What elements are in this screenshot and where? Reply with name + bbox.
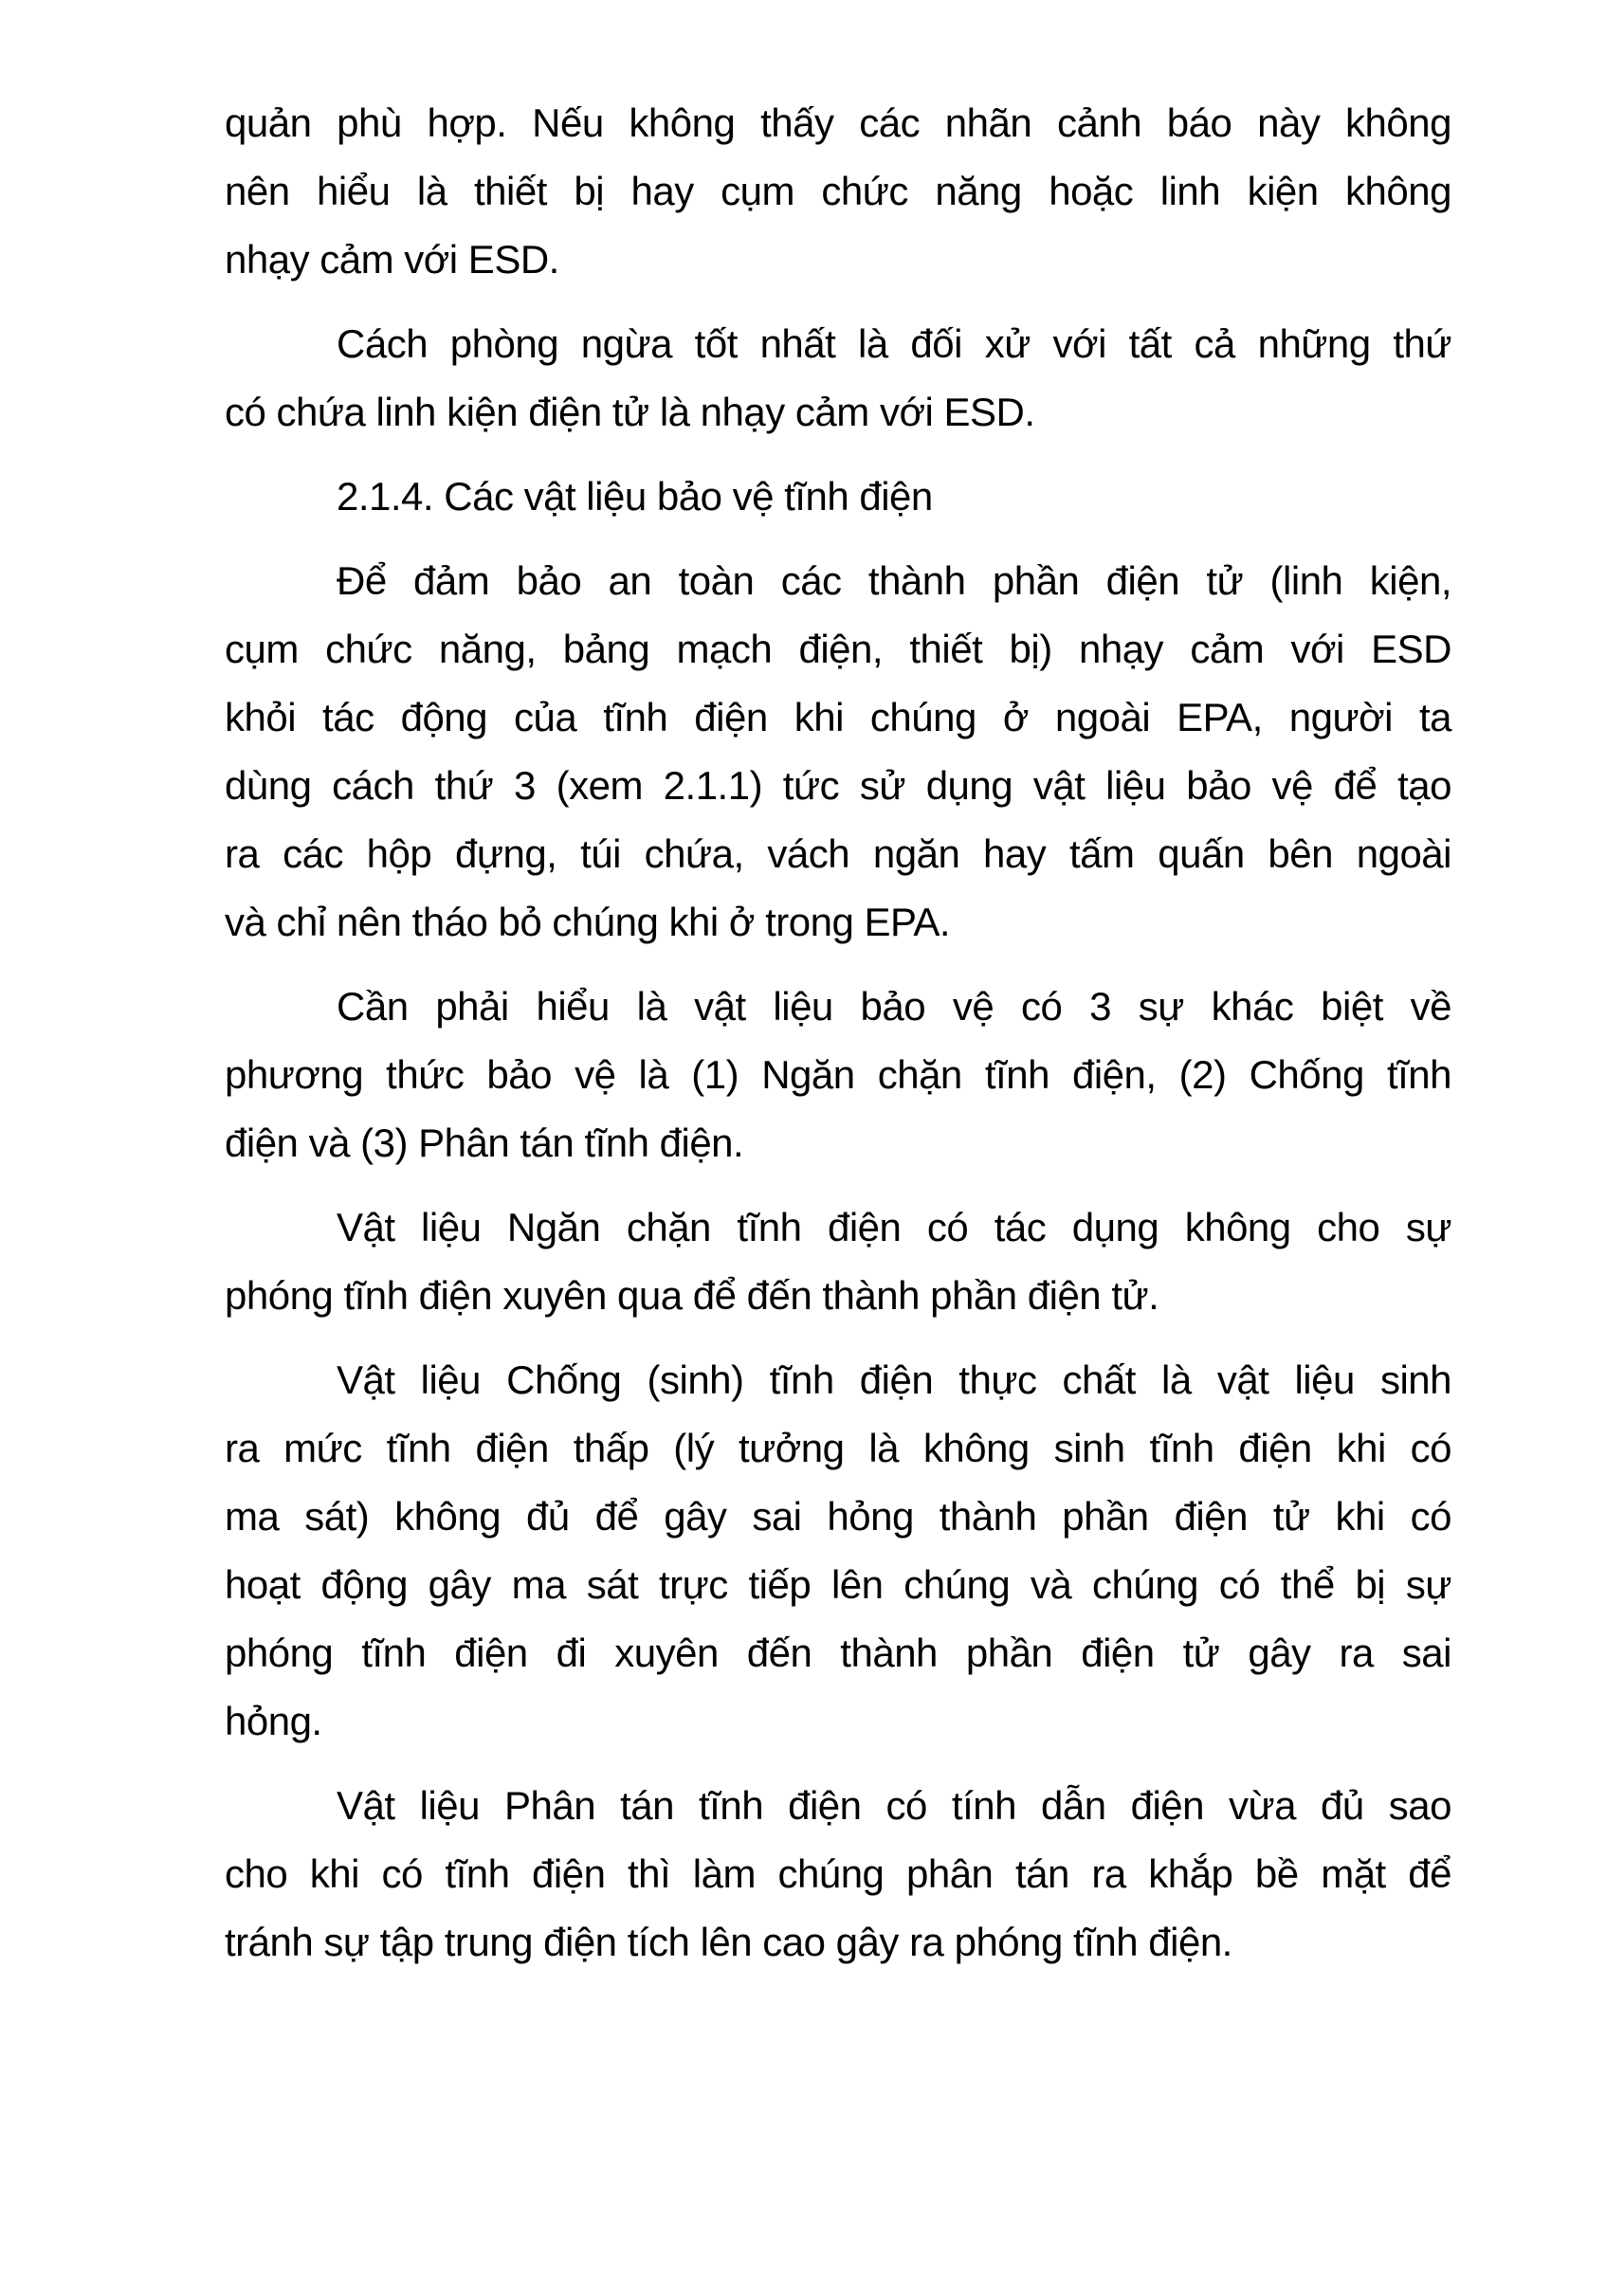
text-line: hoạt động gây ma sát trực tiếp lên chúng và chúng có thể bị sự: [225, 1562, 1451, 1607]
text-line: phóng tĩnh điện xuyên qua để đến thành phần điện tử.: [225, 1273, 1159, 1318]
text-line: có chứa linh kiện điện tử là nhạy cảm với ESD.: [225, 390, 1035, 434]
paragraph: [225, 310, 1451, 446]
text-line: nên hiểu là thiết bị hay cụm chức năng hoặc linh kiện không: [225, 169, 1451, 213]
text-line: phương thức bảo vệ là (1) Ngăn chặn tĩnh điện, (2) Chống tĩnh: [225, 1052, 1451, 1097]
text-line: Để đảm bảo an toàn các thành phần điện tử (linh kiện,: [337, 558, 1451, 603]
text-line: Cần phải hiểu là vật liệu bảo vệ có 3 sự khác biệt về: [337, 984, 1451, 1029]
text-line: và chỉ nên tháo bỏ chúng khi ở trong EPA.: [225, 900, 951, 944]
text-line: ra các hộp đựng, túi chứa, vách ngăn hay tấm quấn bên ngoài: [225, 831, 1451, 876]
text-line: dùng cách thứ 3 (xem 2.1.1) tức sử dụng vật liệu bảo vệ để tạo: [225, 763, 1451, 808]
paragraph: [225, 547, 1451, 957]
text-line: khỏi tác động của tĩnh điện khi chúng ở ngoài EPA, người ta: [225, 695, 1451, 739]
text-line: nhạy cảm với ESD.: [225, 237, 559, 282]
text-line: hỏng.: [225, 1699, 322, 1743]
paragraph: [225, 973, 1451, 1177]
text-line: cho khi có tĩnh điện thì làm chúng phân tán ra khắp bề mặt để: [225, 1851, 1451, 1896]
paragraph: [225, 1772, 1451, 1977]
paragraph: [225, 1194, 1451, 1330]
text-line: tránh sự tập trung điện tích lên cao gây ra phóng tĩnh điện.: [225, 1920, 1232, 1964]
text-line: ra mức tĩnh điện thấp (lý tưởng là không sinh tĩnh điện khi có: [225, 1426, 1451, 1470]
text-line: phóng tĩnh điện đi xuyên đến thành phần điện tử gây ra sai: [225, 1631, 1451, 1675]
text-line: cụm chức năng, bảng mạch điện, thiết bị) nhạy cảm với ESD: [225, 627, 1451, 671]
text-line: 2.1.4. Các vật liệu bảo vệ tĩnh điện: [337, 474, 933, 519]
text-line: Vật liệu Ngăn chặn tĩnh điện có tác dụng không cho sự: [337, 1205, 1451, 1249]
text-line: Vật liệu Phân tán tĩnh điện có tính dẫn điện vừa đủ sao: [337, 1783, 1451, 1828]
paragraph: [225, 1346, 1451, 1756]
document-text-column: [225, 89, 1451, 1993]
text-line: ma sát) không đủ để gây sai hỏng thành phần điện tử khi có: [225, 1494, 1451, 1539]
text-line: quản phù hợp. Nếu không thấy các nhãn cảnh báo này không: [225, 100, 1451, 145]
text-line: điện và (3) Phân tán tĩnh điện.: [225, 1121, 744, 1165]
text-line: Cách phòng ngừa tốt nhất là đối xử với tất cả những thứ: [337, 321, 1451, 366]
text-line: Vật liệu Chống (sinh) tĩnh điện thực chất là vật liệu sinh: [337, 1358, 1451, 1402]
section-heading: [225, 463, 1451, 531]
paragraph: [225, 89, 1451, 294]
